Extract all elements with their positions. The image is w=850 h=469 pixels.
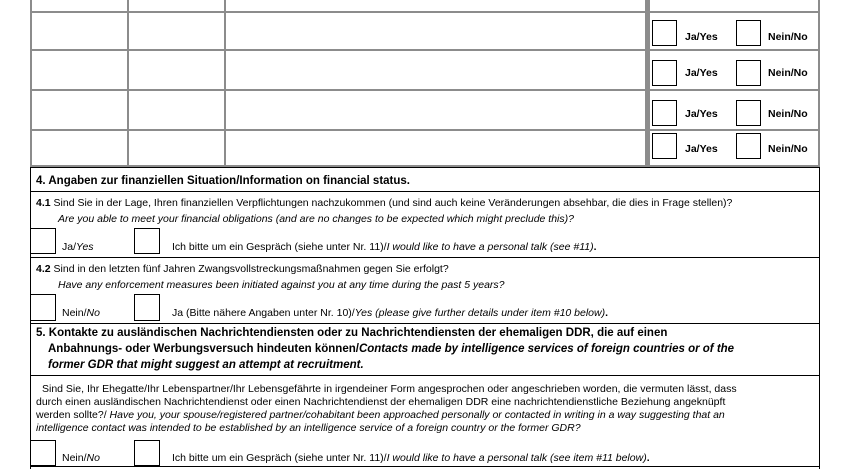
divider bbox=[30, 466, 820, 467]
question-text-en: Have you, your spouse/registered partner/cohabitant been approached personally or contacted in writing in a way suggesting that an bbox=[109, 409, 725, 421]
table-cell[interactable] bbox=[32, 91, 127, 129]
divider bbox=[30, 167, 820, 168]
no-checkbox[interactable] bbox=[30, 440, 56, 466]
no-checkbox[interactable] bbox=[736, 100, 761, 126]
option-text-end: . bbox=[605, 307, 609, 319]
yes-label: Ja/Yes bbox=[685, 67, 718, 79]
section-4-title: 4. Angaben zur finanziellen Situation/Information on financial status. bbox=[36, 175, 410, 187]
question-number: 4.1 bbox=[36, 197, 51, 209]
table-cell[interactable] bbox=[129, 51, 224, 89]
table-cell[interactable] bbox=[129, 91, 224, 129]
yes-label: Ja/Yes bbox=[685, 31, 718, 43]
divider bbox=[30, 191, 820, 192]
question-5-line4: intelligence contact was intended to be established by an intelligence service of a foreign country or the former GDR? bbox=[36, 422, 581, 434]
option-personal-talk-label bbox=[172, 241, 597, 253]
table-cell[interactable] bbox=[226, 91, 645, 129]
question-4-2-en: Have any enforcement measures been initiated against you at any time during the past 5 years? bbox=[58, 279, 505, 291]
question-4-2 bbox=[36, 263, 449, 275]
option-yes-label bbox=[62, 241, 94, 253]
no-label: Nein/No bbox=[768, 31, 808, 43]
option-text-de: Nein/ bbox=[62, 452, 87, 464]
no-checkbox[interactable] bbox=[736, 60, 761, 86]
option-text-en: I would like to have a personal talk (see #11) bbox=[386, 241, 594, 253]
divider bbox=[30, 257, 820, 258]
table-cell[interactable] bbox=[226, 131, 645, 165]
section-5-title-line2 bbox=[48, 343, 734, 355]
option-text-end: . bbox=[593, 241, 597, 253]
question-5-line3 bbox=[36, 409, 725, 421]
table-cell[interactable] bbox=[129, 13, 224, 49]
yes-checkbox[interactable] bbox=[652, 100, 677, 126]
option-text-de: Ich bitte um ein Gespräch (siehe unter Nr. 11)/ bbox=[172, 452, 387, 464]
option-text-en: Yes bbox=[76, 241, 94, 253]
no-checkbox[interactable] bbox=[736, 133, 761, 159]
yes-label: Ja/Yes bbox=[685, 143, 718, 155]
section-5-title-line1: 5. Kontakte zu ausländischen Nachrichtendiensten oder zu Nachrichtendiensten der ehemaligen DDR, die auf einen bbox=[36, 327, 668, 339]
option-text-de: Nein/ bbox=[62, 307, 87, 319]
divider bbox=[30, 323, 820, 324]
no-label: Nein/No bbox=[768, 108, 808, 120]
question-4-1 bbox=[36, 197, 732, 209]
yes-label: Ja/Yes bbox=[685, 108, 718, 120]
table-cell[interactable] bbox=[129, 131, 224, 165]
title-text-de: Anbahnungs- oder Werbungsversuch hindeuten können/ bbox=[48, 343, 359, 355]
option-text-de: Ja (Bitte nähere Angaben unter Nr. 10)/ bbox=[172, 307, 355, 319]
option-text-de: Ich bitte um ein Gespräch (siehe unter Nr. 11)/ bbox=[172, 241, 387, 253]
option-personal-talk-label bbox=[172, 452, 650, 464]
option-no-label bbox=[62, 452, 100, 464]
table-cell[interactable] bbox=[226, 13, 645, 49]
yes-details-checkbox[interactable] bbox=[134, 294, 160, 321]
option-text-de: Ja/ bbox=[62, 241, 77, 253]
no-checkbox[interactable] bbox=[736, 20, 761, 46]
right-border bbox=[819, 167, 820, 469]
option-text-end: . bbox=[646, 452, 650, 464]
question-5-line2: durch einen ausländischen Nachrichtendienst oder einen Nachrichtendienst der ehemaligen DDR eine nachrichtendienstliche Beziehung angeknüpft bbox=[36, 396, 726, 408]
table-cell[interactable] bbox=[226, 51, 645, 89]
table-cell[interactable] bbox=[32, 131, 127, 165]
personal-talk-checkbox[interactable] bbox=[134, 228, 160, 254]
option-text-en: I would like to have a personal talk (see item #11 below) bbox=[386, 452, 647, 464]
divider bbox=[30, 375, 820, 376]
no-label: Nein/No bbox=[768, 67, 808, 79]
personal-talk-checkbox[interactable] bbox=[134, 440, 160, 466]
yes-checkbox[interactable] bbox=[652, 20, 677, 46]
no-label: Nein/No bbox=[768, 143, 808, 155]
table-cell[interactable] bbox=[32, 13, 127, 49]
question-number: 4.2 bbox=[36, 263, 51, 275]
option-text-en: No bbox=[86, 452, 100, 464]
title-text-en: Contacts made by intelligence services of foreign countries or of the bbox=[358, 343, 735, 355]
question-5-line1: Sind Sie, Ihr Ehegatte/Ihr Lebenspartner/Ihr Lebensgefährte in irgendeiner Form angesprochen oder angeschrieben worden, die vermuten lässt, dass bbox=[42, 383, 737, 395]
section-5-title-line3: former GDR that might suggest an attempt at recruitment. bbox=[48, 359, 364, 371]
yes-checkbox[interactable] bbox=[652, 133, 677, 159]
question-4-1-en: Are you able to meet your financial obligations (and are no changes to be expected which might preclude this)? bbox=[58, 213, 574, 225]
question-text-de: Sind in den letzten fünf Jahren Zwangsvollstreckungsmaßnahmen gegen Sie erfolgt? bbox=[53, 263, 449, 275]
option-text-en: Yes (please give further details under item #10 below) bbox=[354, 307, 606, 319]
table-cell[interactable] bbox=[32, 51, 127, 89]
yes-checkbox[interactable] bbox=[30, 228, 56, 254]
no-checkbox[interactable] bbox=[30, 294, 56, 321]
question-text-de: werden sollte?/ bbox=[36, 409, 110, 421]
option-no-label bbox=[62, 307, 100, 319]
option-text-en: No bbox=[86, 307, 100, 319]
yes-checkbox[interactable] bbox=[652, 60, 677, 86]
question-text-de: Sind Sie in der Lage, Ihren finanziellen Verpflichtungen nachzukommen (und sind auch keine Veränderungen absehbar, die dies in Frage stellen)? bbox=[53, 197, 733, 209]
option-yes-details-label bbox=[172, 307, 608, 319]
